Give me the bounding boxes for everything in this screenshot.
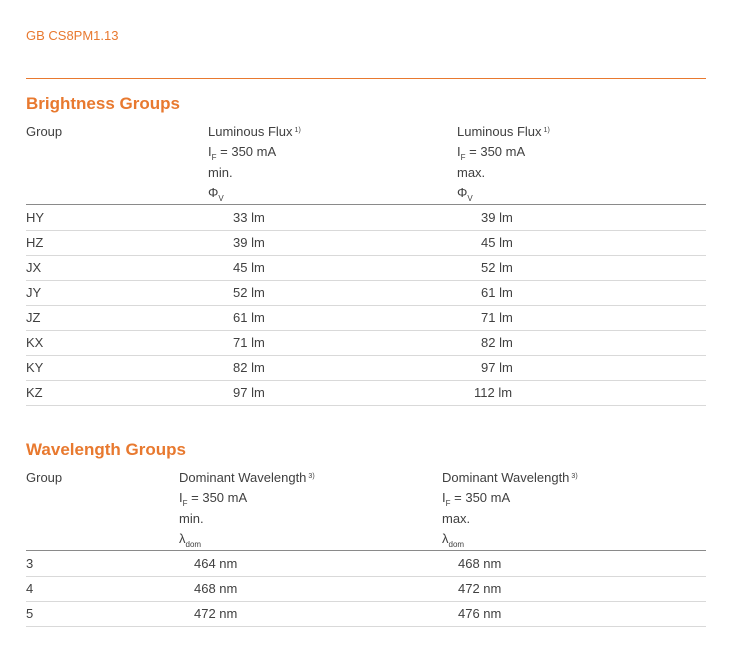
quantity-symbol: λ — [442, 530, 449, 546]
min-cell: 472 nm — [194, 606, 238, 621]
table-row — [26, 551, 706, 577]
brightness-group-header: Group — [26, 124, 63, 139]
current-subscript: F — [460, 152, 466, 162]
quantity-symbol: λ — [179, 530, 186, 546]
current-value: = 350 mA — [220, 143, 277, 159]
brightness-max-header — [457, 122, 550, 204]
min-cell: 33 lm — [233, 210, 265, 225]
group-cell: HY — [26, 210, 45, 225]
top-divider — [26, 78, 706, 79]
quantity-subscript: V — [467, 193, 473, 203]
group-cell: 3 — [26, 556, 34, 571]
current-subscript: F — [211, 152, 217, 162]
limit-label: min. — [179, 511, 204, 526]
min-cell: 468 nm — [194, 581, 238, 596]
brightness-min-header — [208, 122, 301, 204]
table-row — [26, 380, 706, 406]
min-cell: 39 lm — [233, 235, 265, 250]
min-cell: 464 nm — [194, 556, 238, 571]
current-symbol: I — [457, 143, 461, 159]
quantity-subscript: V — [218, 193, 224, 203]
current-symbol: I — [442, 489, 446, 505]
header-name: Luminous Flux — [208, 124, 293, 139]
group-cell: JY — [26, 285, 42, 300]
max-cell: 112 lm — [474, 385, 513, 400]
header-name: Dominant Wavelength — [179, 470, 307, 485]
footnote-marker: 1) — [543, 127, 550, 134]
limit-label: min. — [208, 165, 233, 180]
max-cell: 61 lm — [481, 285, 513, 300]
quantity-subscript: dom — [448, 539, 465, 549]
current-symbol: I — [208, 143, 212, 159]
min-cell: 61 lm — [233, 310, 265, 325]
max-cell: 71 lm — [481, 310, 513, 325]
table-row — [26, 205, 706, 231]
quantity-symbol: Φ — [208, 184, 219, 200]
table-row — [26, 230, 706, 256]
limit-label: max. — [457, 165, 486, 180]
max-cell: 39 lm — [481, 210, 513, 225]
min-cell: 82 lm — [233, 360, 265, 375]
current-subscript: F — [445, 498, 451, 508]
brightness-groups-title: Brightness Groups — [26, 94, 180, 113]
footnote-marker: 1) — [294, 127, 301, 134]
header-name: Luminous Flux — [457, 124, 542, 139]
min-cell: 71 lm — [233, 335, 265, 350]
max-cell: 472 nm — [458, 581, 502, 596]
max-cell: 52 lm — [481, 260, 513, 275]
max-cell: 82 lm — [481, 335, 513, 350]
document-code: GB CS8PM1.13 — [26, 28, 119, 43]
max-cell: 468 nm — [458, 556, 502, 571]
max-cell: 97 lm — [481, 360, 513, 375]
group-cell: HZ — [26, 235, 44, 250]
group-cell: JZ — [26, 310, 41, 325]
table-row — [26, 305, 706, 331]
quantity-symbol: Φ — [457, 184, 468, 200]
group-cell: JX — [26, 260, 42, 275]
current-symbol: I — [179, 489, 183, 505]
group-cell: KZ — [26, 385, 43, 400]
quantity-subscript: dom — [185, 539, 202, 549]
wavelength-group-header: Group — [26, 470, 63, 485]
current-value: = 350 mA — [454, 489, 511, 505]
group-cell: 5 — [26, 606, 34, 621]
current-subscript: F — [182, 498, 188, 508]
group-cell: KX — [26, 335, 44, 350]
limit-label: max. — [442, 511, 471, 526]
table-row — [26, 355, 706, 381]
wavelength-max-header — [442, 468, 578, 550]
wavelength-groups-title: Wavelength Groups — [26, 440, 186, 459]
table-row — [26, 330, 706, 356]
max-cell: 45 lm — [481, 235, 513, 250]
header-name: Dominant Wavelength — [442, 470, 570, 485]
current-value: = 350 mA — [469, 143, 526, 159]
wavelength-min-header — [179, 468, 315, 550]
min-cell: 52 lm — [233, 285, 265, 300]
table-row — [26, 601, 706, 627]
max-cell: 476 nm — [458, 606, 502, 621]
table-row — [26, 255, 706, 281]
footnote-marker: 3) — [308, 473, 315, 480]
table-row — [26, 576, 706, 602]
table-row — [26, 280, 706, 306]
current-value: = 350 mA — [191, 489, 248, 505]
footnote-marker: 3) — [571, 473, 578, 480]
min-cell: 97 lm — [233, 385, 265, 400]
min-cell: 45 lm — [233, 260, 265, 275]
group-cell: 4 — [26, 581, 34, 596]
group-cell: KY — [26, 360, 44, 375]
